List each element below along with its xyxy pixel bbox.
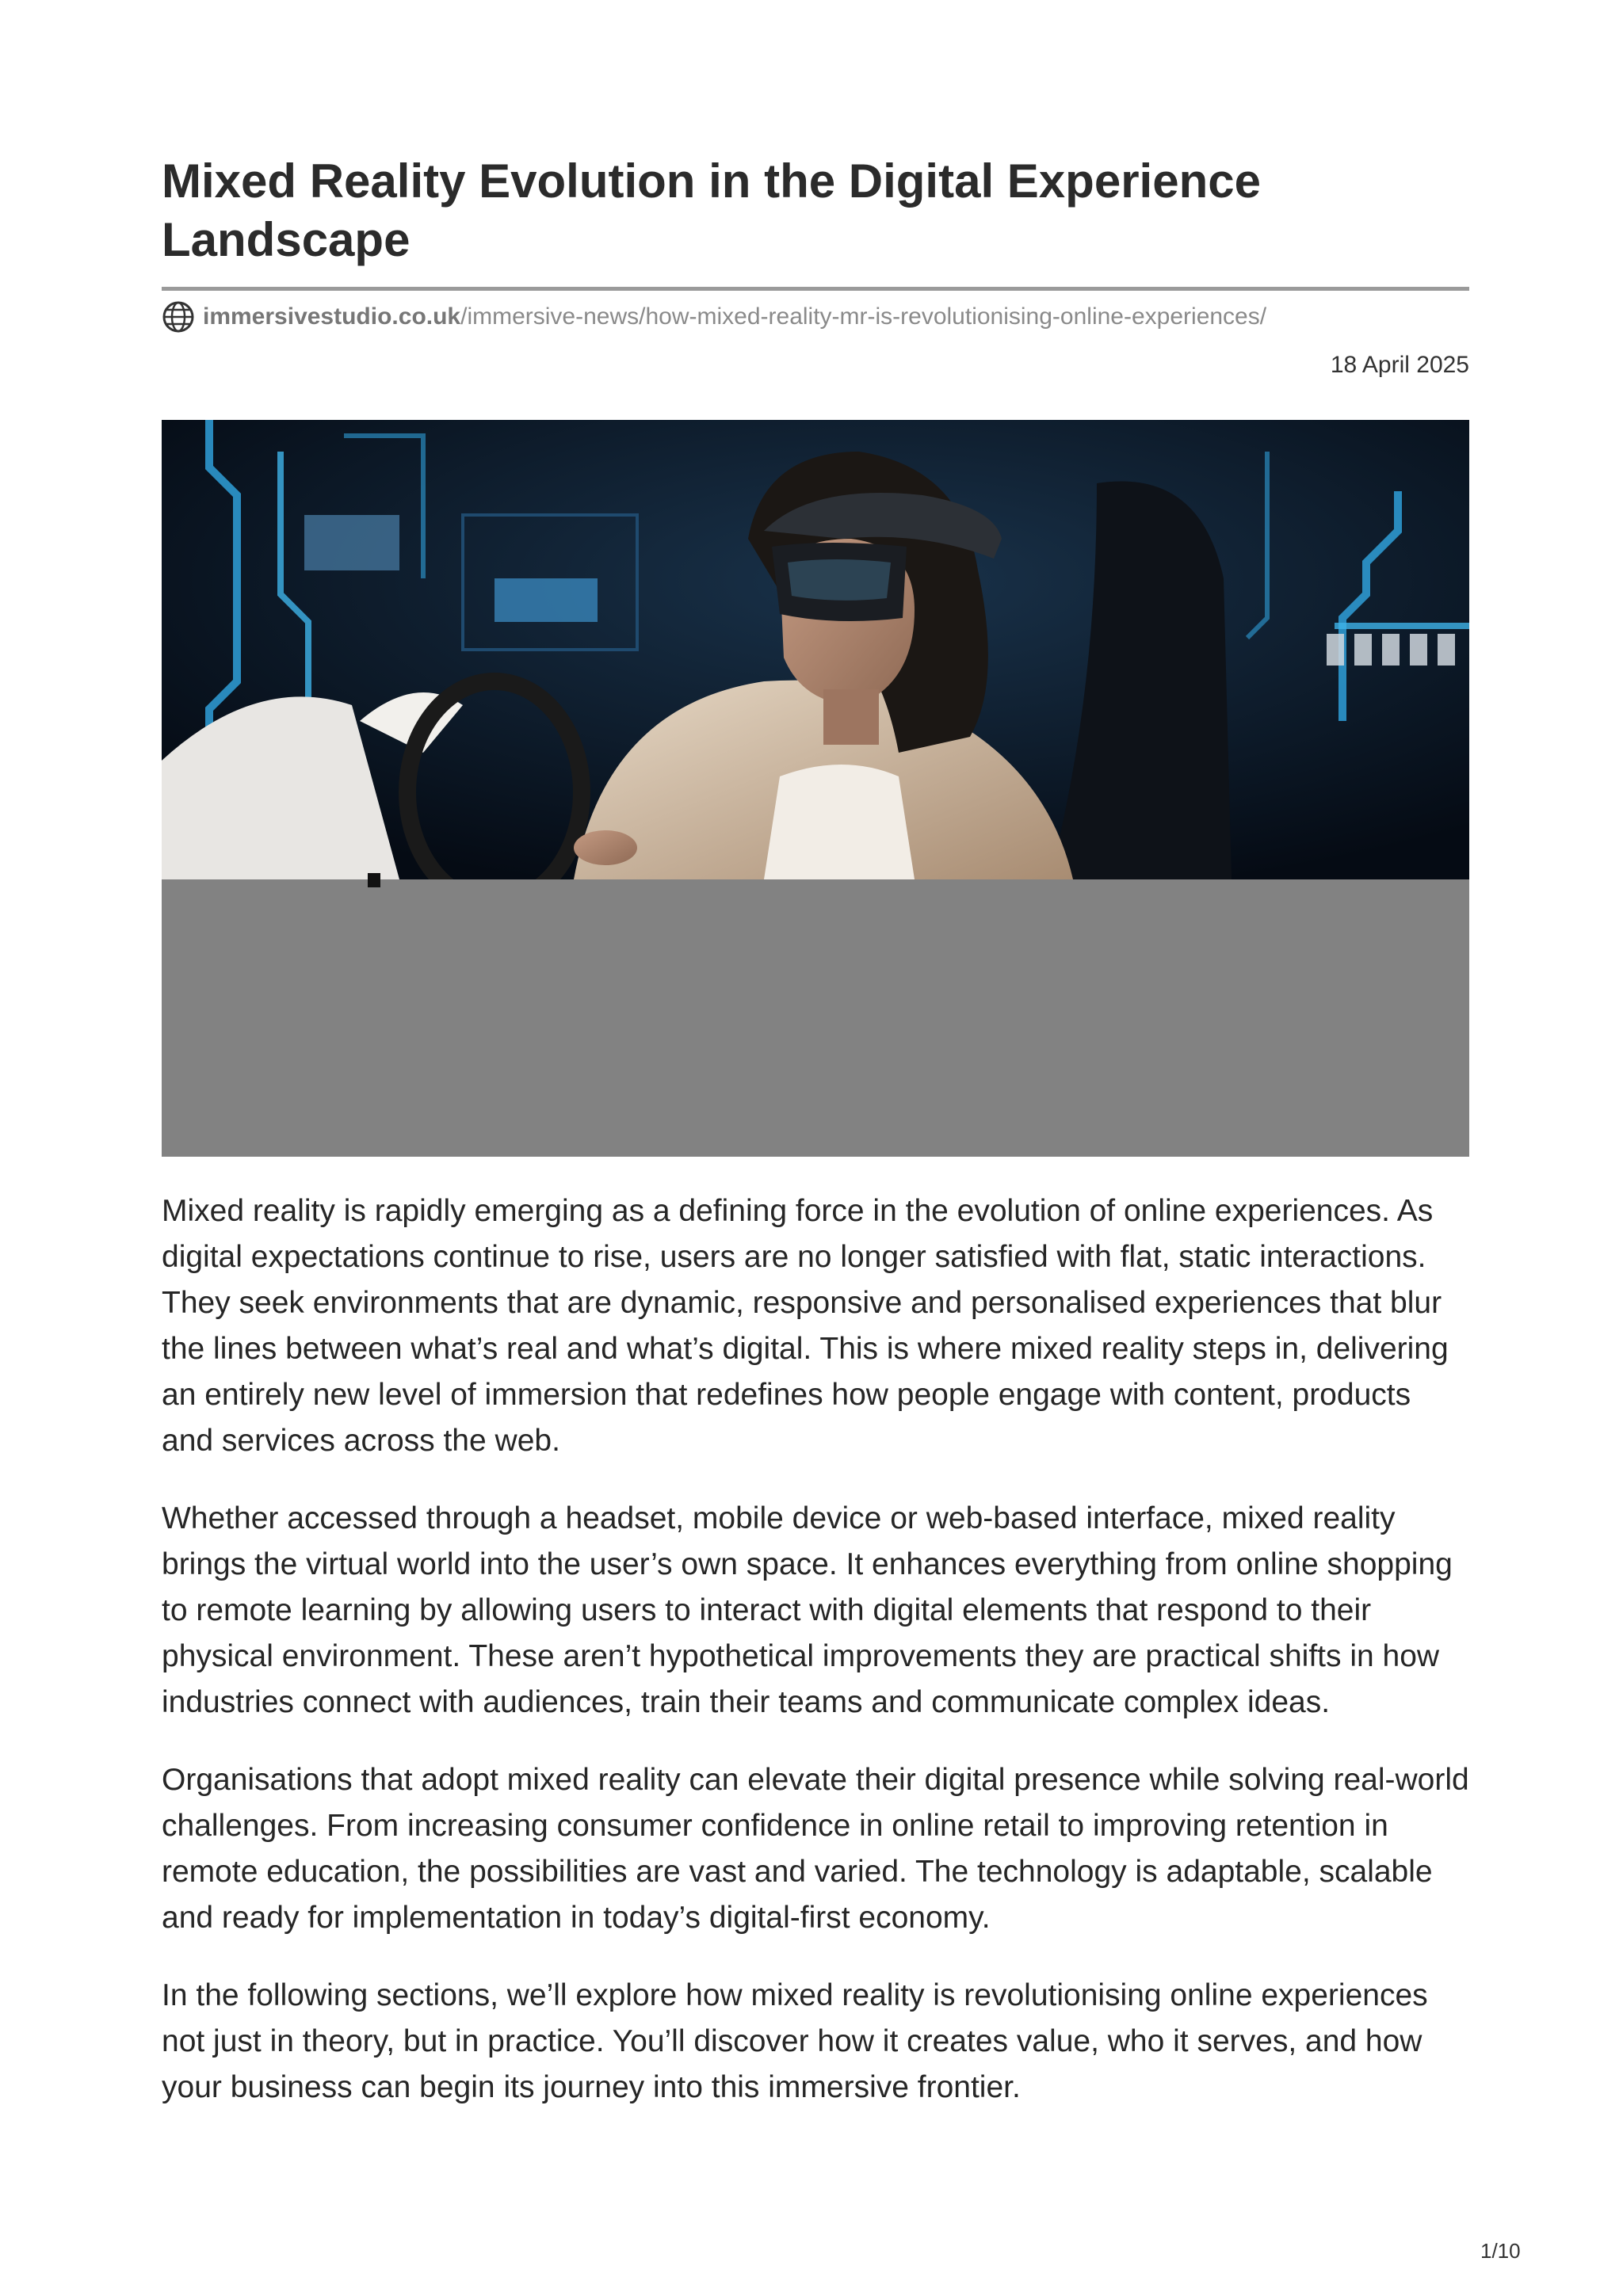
body-paragraph-2: Whether accessed through a headset, mobile device or web-based interface, mixed reality brings the virtual world into the user’s own space. It enhances everything from online shopping to remote learning by allowing users to interact with digital elements that respond to their physical environment. These aren’t hypothetical improvements they are practical shifts in how industries connect with audiences, train their teams and communicate complex ideas. xyxy=(162,1501,1453,1719)
body-paragraph-4: In the following sections, we’ll explore how mixed reality is revolutionising online experiences not just in theory, but in practice. You’ll discover how it creates value, who it serves, and how your business can begin its journey into this immersive frontier. xyxy=(162,1978,1428,2104)
page-number: 1/10 xyxy=(1480,2239,1521,2263)
publish-date: 18 April 2025 xyxy=(1330,352,1469,378)
article-title: Mixed Reality Evolution in the Digital Experience Landscape xyxy=(162,154,1261,266)
globe-icon xyxy=(162,300,195,334)
hero-photo-illustration xyxy=(162,420,1469,1157)
source-line xyxy=(162,299,1469,334)
body-paragraph-3: Organisations that adopt mixed reality can elevate their digital presence while solving real-world challenges. From increasing consumer confidence in online retail to improving retention in remote education, the possibilities are vast and varied. The technology is adaptable, scalable and ready for implementation in today’s digital-first economy. xyxy=(162,1763,1469,1935)
hero-image xyxy=(162,420,1469,1157)
article-body xyxy=(162,1188,1469,2142)
source-domain-link[interactable]: immersivestudio.co.uk xyxy=(203,303,461,330)
body-paragraph-1: Mixed reality is rapidly emerging as a defining force in the evolution of online experiences. As digital expectations continue to rise, users are no longer satisfied with flat, static interactions. They seek environments that are dynamic, responsive and personalised experiences that blur the lines between what’s real and what’s digital. This is where mixed reality steps in, delivering an entirely new level of immersion that redefines how people engage with content, products and services across the web. xyxy=(162,1194,1449,1458)
source-path-link[interactable]: /immersive-news/how-mixed-reality-mr-is-revolutionising-online-experiences/ xyxy=(460,303,1267,330)
title-divider xyxy=(162,287,1469,291)
